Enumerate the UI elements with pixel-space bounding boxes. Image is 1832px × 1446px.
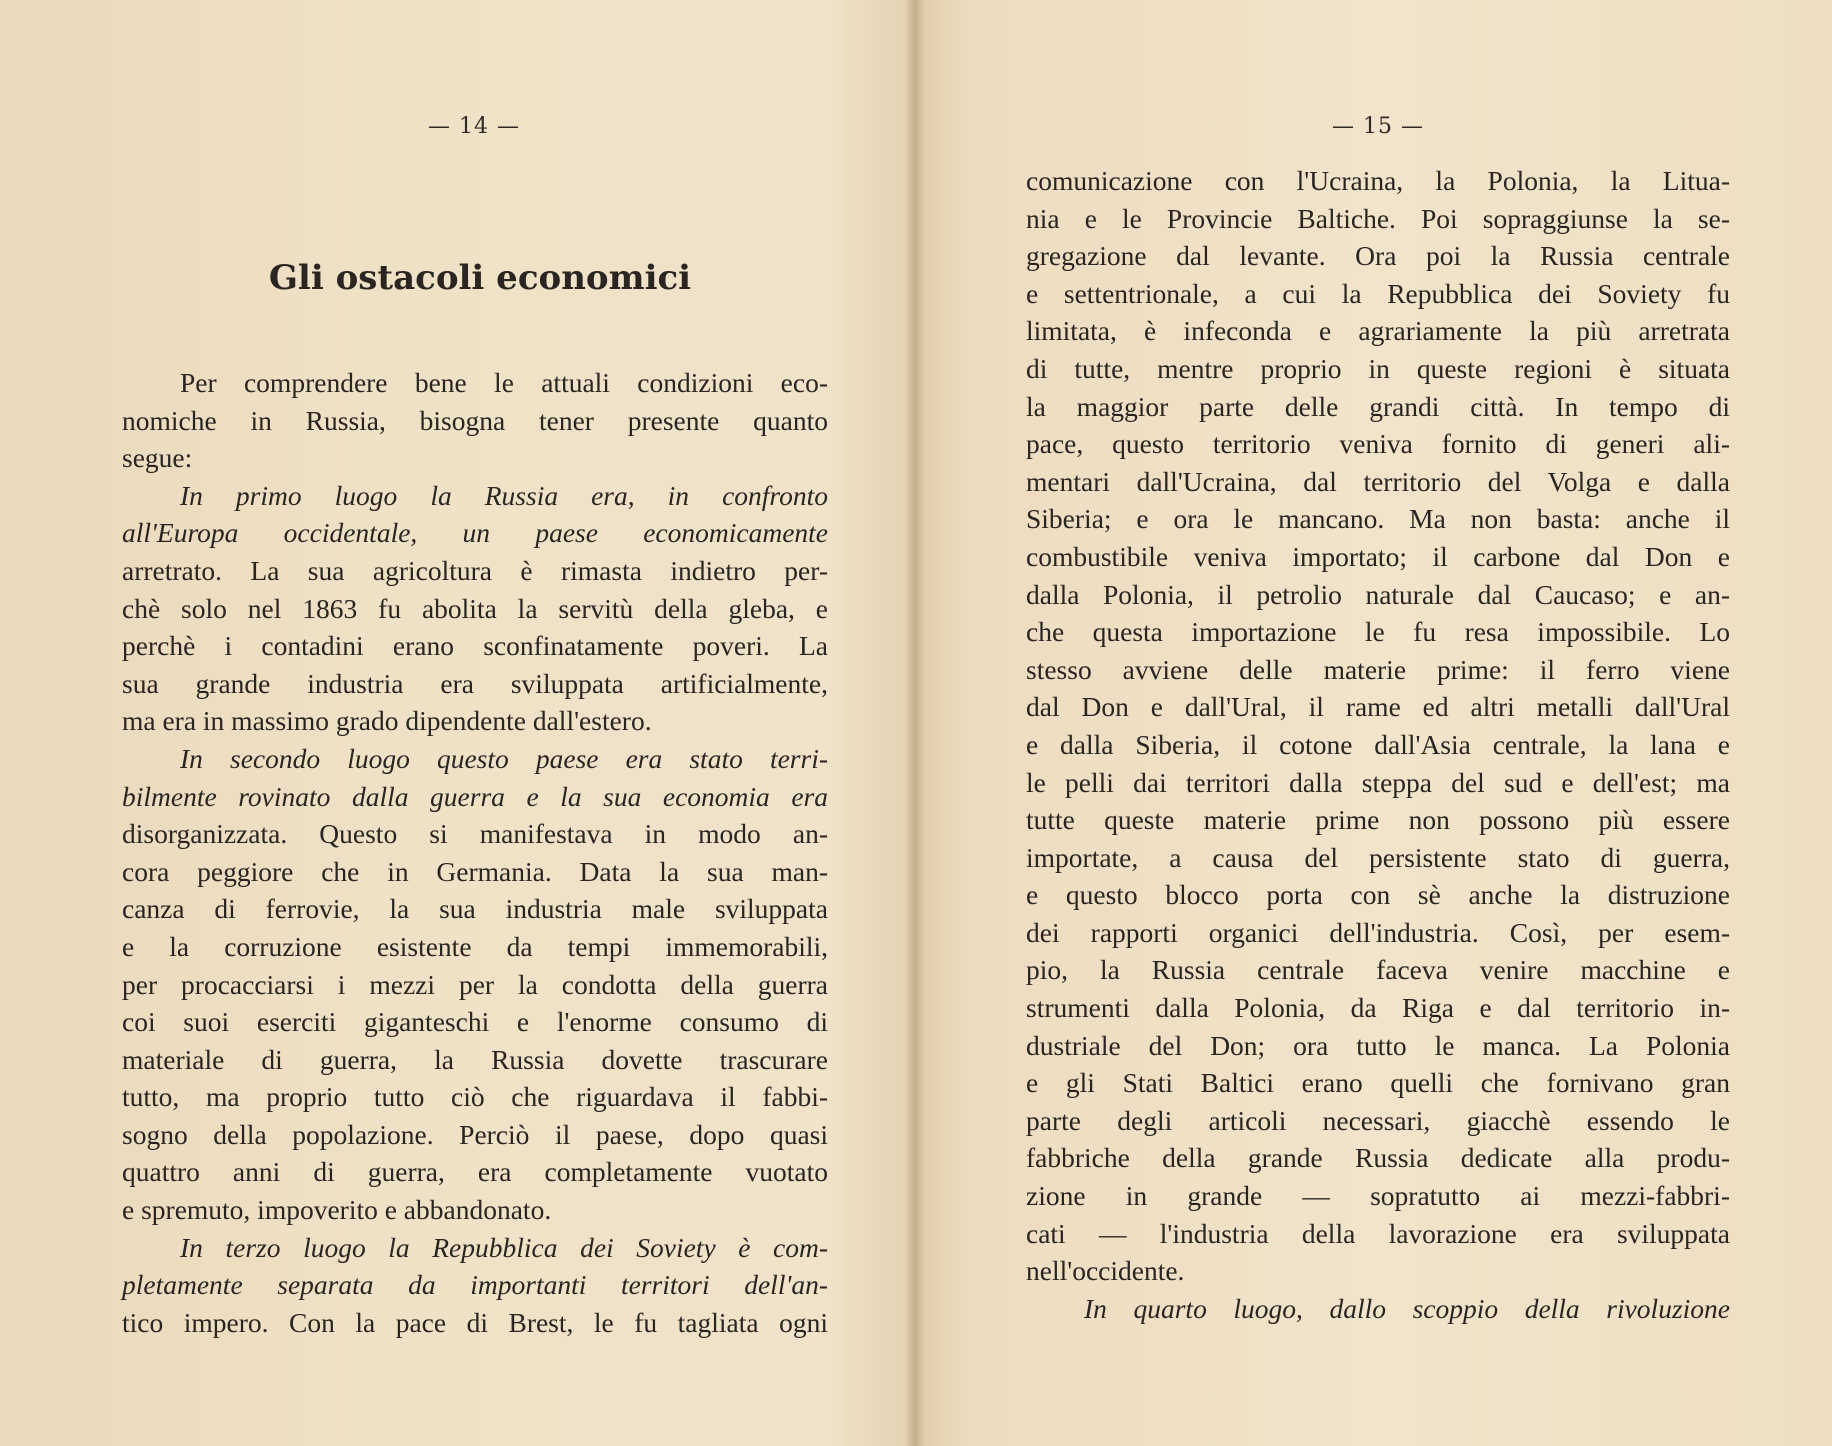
text-line: e gli Stati Baltici erano quelli che fornivano gran (1026, 1067, 1730, 1099)
page-number: — 15 — (1332, 114, 1424, 139)
text-line: ma era in massimo grado dipendente dall'estero. (122, 705, 652, 737)
text-line: disorganizzata. Questo si manifestava in modo an- (122, 818, 828, 850)
text-line: e settentrionale, a cui la Repubblica dei Soviety fu (1026, 277, 1730, 309)
body-text (1026, 162, 1730, 1327)
text-line: e dalla Siberia, il cotone dall'Asia centrale, la lana e (1026, 728, 1730, 760)
text-line: pletamente separata da importanti territori dell'an- (122, 1269, 828, 1301)
text-line: stesso avviene delle materie prime: il ferro viene (1026, 653, 1730, 685)
text-line: di tutte, mentre proprio in queste regioni è situata (1026, 352, 1730, 384)
text-line: canza di ferrovie, la sua industria male sviluppata (122, 893, 828, 925)
text-line: e questo blocco porta con sè anche la distruzione (1026, 879, 1730, 911)
text-line: mentari dall'Ucraina, dal territorio del Volga e dalla (1026, 465, 1730, 497)
text-line: dustriale del Don; ora tutto le manca. La Polonia (1026, 1029, 1730, 1061)
text-line: all'Europa occidentale, un paese economicamente (122, 517, 828, 549)
text-line: coi suoi eserciti giganteschi e l'enorme consumo di (122, 1006, 828, 1038)
left-page (0, 0, 912, 1446)
text-line: gregazione dal levante. Ora poi la Russia centrale (1026, 240, 1730, 272)
text-line: limitata, è infeconda e agrariamente la più arretrata (1026, 315, 1730, 347)
text-line: cora peggiore che in Germania. Data la sua man- (122, 855, 828, 887)
text-line: In primo luogo la Russia era, in confronto (180, 479, 828, 511)
text-line: In quarto luogo, dallo scoppio della rivoluzione (1084, 1292, 1730, 1324)
text-line: importate, a causa del persistente stato di guerra, (1026, 841, 1730, 873)
text-line: zione in grande — sopratutto ai mezzi-fabbri- (1026, 1180, 1730, 1212)
text-line: sogno della popolazione. Perciò il paese, dopo quasi (122, 1118, 828, 1150)
text-line: bilmente rovinato dalla guerra e la sua economia era (122, 780, 828, 812)
text-line: chè solo nel 1863 fu abolita la servitù della gleba, e (122, 592, 828, 624)
text-line: materiale di guerra, la Russia dovette trascurare (122, 1043, 828, 1075)
text-line: le pelli dai territori dalla steppa del sud e dell'est; ma (1026, 766, 1730, 798)
text-line: pace, questo territorio veniva fornito di generi ali- (1026, 428, 1730, 460)
text-line: combustibile veniva importato; il carbone dal Don e (1026, 540, 1730, 572)
right-page (918, 0, 1832, 1446)
text-line: Per comprendere bene le attuali condizioni eco- (180, 367, 828, 398)
text-line: la maggior parte delle grandi città. In tempo di (1026, 390, 1730, 422)
text-line: tutte queste materie prime non possono più essere (1026, 804, 1730, 836)
text-line: nia e le Provincie Baltiche. Poi sopraggiunse la se- (1026, 202, 1730, 234)
text-line: strumenti dalla Polonia, da Riga e dal territorio in- (1026, 992, 1730, 1024)
text-line: nell'occidente. (1026, 1255, 1185, 1287)
body-text (122, 364, 828, 1341)
text-line: dalla Polonia, il petrolio naturale dal Caucaso; e an- (1026, 578, 1730, 610)
text-line: segue: (122, 442, 193, 474)
page-number: — 14 — (428, 114, 520, 139)
text-line: che questa importazione le fu resa impossibile. Lo (1026, 616, 1730, 648)
text-line: tutto, ma proprio tutto ciò che riguardava il fabbi- (122, 1081, 828, 1113)
text-line: sua grande industria era sviluppata artificialmente, (122, 667, 828, 699)
chapter-title: Gli ostacoli economici (268, 258, 692, 298)
text-line: arretrato. La sua agricoltura è rimasta indietro per- (122, 554, 828, 586)
text-line: quattro anni di guerra, era completamente vuotato (122, 1156, 828, 1188)
text-line: In terzo luogo la Repubblica dei Soviety è com- (180, 1231, 828, 1263)
text-line: nomiche in Russia, bisogna tener presente quanto (122, 404, 828, 436)
text-line: e la corruzione esistente da tempi immemorabili, (122, 930, 828, 962)
text-line: parte degli articoli necessari, giacchè essendo le (1026, 1104, 1730, 1136)
text-line: pio, la Russia centrale faceva venire macchine e (1026, 954, 1730, 986)
text-line: per procacciarsi i mezzi per la condotta della guerra (122, 968, 828, 1000)
text-line: comunicazione con l'Ucraina, la Polonia, la Litua- (1026, 165, 1730, 196)
text-line: tico impero. Con la pace di Brest, le fu tagliata ogni (122, 1306, 828, 1338)
text-line: perchè i contadini erano sconfinatamente poveri. La (122, 630, 828, 662)
text-line: In secondo luogo questo paese era stato terri- (180, 742, 828, 774)
text-line: cati — l'industria della lavorazione era sviluppata (1026, 1217, 1730, 1249)
text-line: e spremuto, impoverito e abbandonato. (122, 1194, 552, 1226)
text-line: fabbriche della grande Russia dedicate alla produ- (1026, 1142, 1730, 1174)
text-line: dei rapporti organici dell'industria. Così, per esem- (1026, 916, 1730, 948)
text-line: dal Don e dall'Ural, il rame ed altri metalli dall'Ural (1026, 691, 1730, 723)
text-line: Siberia; e ora le mancano. Ma non basta: anche il (1026, 503, 1730, 535)
